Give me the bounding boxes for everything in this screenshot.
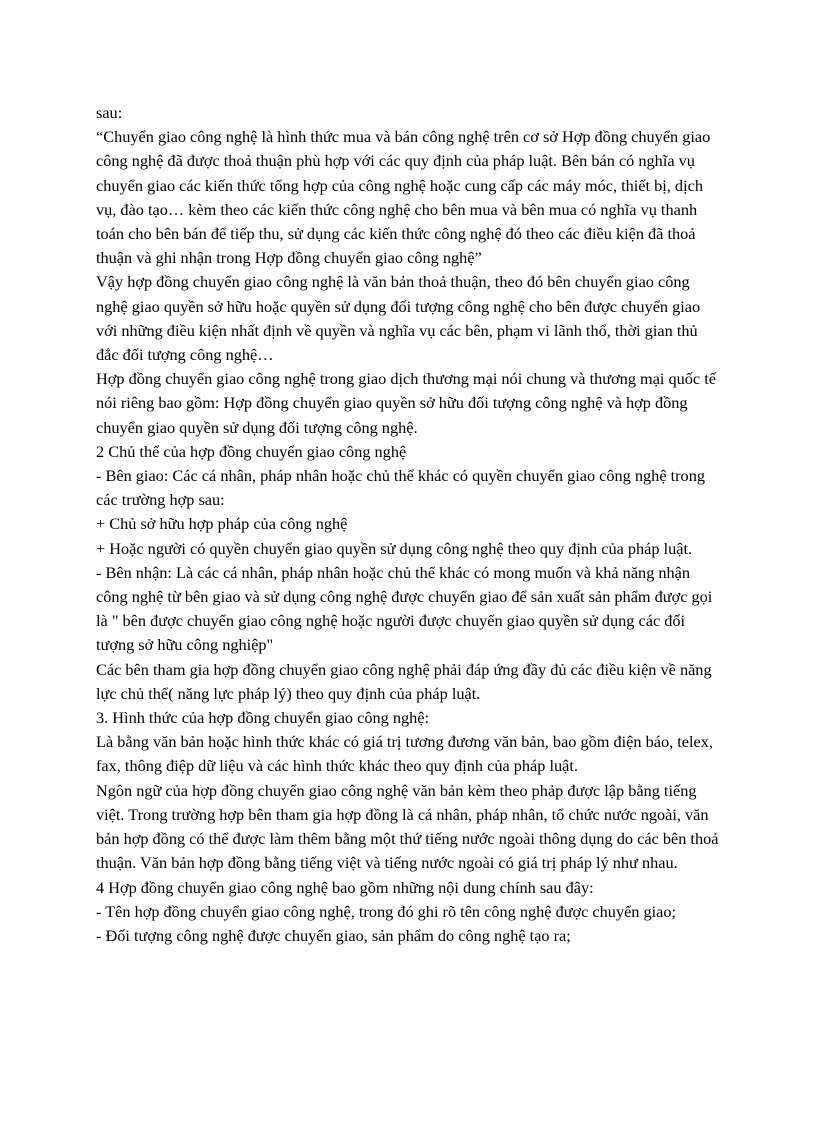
heading-form: 3. Hình thức của hợp đồng chuyển giao công nghệ:	[96, 708, 430, 728]
list-item-licensee: + Hoặc người có quyền chuyển giao quyền sử dụng công nghệ theo quy định của pháp luật.	[96, 538, 693, 558]
document-page	[96, 101, 722, 948]
paragraph-continuation: sau:	[96, 103, 123, 122]
paragraph-quote-definition: “Chuyển giao công nghệ là hình thức mua và bán công nghệ trên cơ sở Hợp đồng chuyển giao công nghệ đã được thoả thuận phù hợp với các quy định của pháp luật. Bên bán có nghĩa vụ chuyển giao các kiến thức tổng hợp của công nghệ hoặc cung cấp các máy móc, thiết bị, dịch vụ, đào tạo… kèm theo các kiến thức công nghệ cho bên mua và bên mua có nghĩa vụ thanh toán cho bên bán để tiếp thu, sử dụng các kiến thức công nghệ đó theo các điều kiện đã thoả thuận và ghi nhận trong Hợp đồng chuyển giao công nghệ”	[96, 127, 711, 268]
list-item-object: - Đối tượng công nghệ được chuyển giao, sản phẩm do công nghệ tạo ra;	[96, 925, 571, 945]
list-item-owner: + Chủ sở hữu hợp pháp của công nghệ	[96, 514, 348, 534]
heading-parties: 2 Chủ thể của hợp đồng chuyển giao công nghệ	[96, 441, 407, 461]
paragraph-contract-types: Hợp đồng chuyển giao công nghệ trong giao dịch thương mại nói chung và thương mại quốc tế nói riêng bao gồm: Hợp đồng chuyển giao quyền sở hữu đối tượng công nghệ và hợp đồng chuyển giao quyền sử dụng đối tượng công nghệ.	[96, 369, 716, 437]
heading-contents: 4 Hợp đồng chuyển giao công nghệ bao gồm những nội dung chính sau đây:	[96, 877, 594, 897]
list-item-contract-name: - Tên hợp đồng chuyển giao công nghệ, trong đó ghi rõ tên công nghệ được chuyển giao;	[96, 901, 677, 921]
paragraph-contract-definition: Vậy hợp đồng chuyển giao công nghệ là văn bản thoả thuận, theo đó bên chuyển giao công nghệ giao quyền sở hữu hoặc quyền sử dụng đối tượng công nghệ cho bên được chuyển giao với những điều kiện nhất định về quyền và nghĩa vụ các bên, phạm vi lãnh thổ, thời gian thủ đắc đối tượng công nghệ…	[96, 272, 701, 365]
paragraph-written-form: Là bằng văn bản hoặc hình thức khác có giá trị tương đương văn bản, bao gồm điện báo, telex, fax, thông điệp dữ liệu và các hình thức khác theo quy định của pháp luật.	[96, 732, 713, 776]
paragraph-transferee: - Bên nhận: Là các cá nhân, pháp nhân hoặc chủ thể khác có mong muốn và khả năng nhận công nghệ từ bên giao và sử dụng công nghệ được chuyển giao để sản xuất sản phẩm được gọi là " bên được chuyển giao công nghệ hoặc người được chuyển giao quyền sử dụng các đối tượng sở hữu công nghiệp"	[96, 562, 713, 655]
paragraph-transferor: - Bên giao: Các cá nhân, pháp nhân hoặc chủ thể khác có quyền chuyển giao công nghệ trong các trường hợp sau:	[96, 466, 705, 510]
paragraph-capacity: Các bên tham gia hợp đồng chuyển giao công nghệ phải đáp ứng đầy đủ các điều kiện về năng lực chủ thể( năng lực pháp lý) theo quy định của pháp luật.	[96, 659, 712, 703]
paragraph-language: Ngôn ngữ của hợp đồng chuyển giao công nghệ văn bản kèm theo phảp được lập bằng tiếng việt. Trong trường hợp bên tham gia hợp đồng là cá nhân, pháp nhân, tổ chức nước ngoài, văn bản hợp đồng có thể được làm thêm bằng một thứ tiếng nước ngoài thông dụng do các bên thoả thuận. Văn bản hợp đồng bằng tiếng việt và tiếng nước ngoài có giá trị pháp lý như nhau.	[96, 780, 719, 873]
